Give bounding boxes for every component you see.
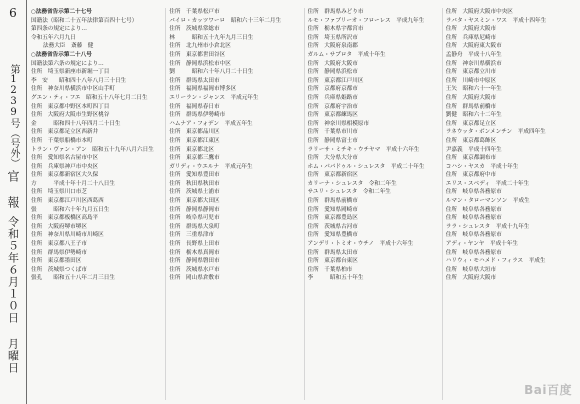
entry-line: 住所 東京都足立区: [445, 120, 497, 127]
entry-line: 住所 愛知県豊田市: [169, 172, 220, 179]
entry-line: 住所 大分県大分市: [307, 155, 358, 162]
entry-line: 住所 大阪府大阪市生野区桃谷: [31, 112, 110, 119]
entry-line: 住所 群馬県みどり市: [307, 9, 364, 15]
header-strip: [0, 0, 27, 404]
entry-line: 住所 茨城県つくば市: [31, 266, 87, 273]
entry-line: 劉健 昭和六十二年生: [445, 112, 502, 119]
entry-line: 住所 静岡県浜松市中区: [169, 60, 231, 67]
entry-line: 住所 群馬県太田市: [169, 77, 220, 84]
entry-line: 住所 栃木県真岡市: [169, 249, 220, 256]
entry-line: コハシ・ヤスカ 平成十年生: [445, 163, 519, 170]
paper-name: 官 報: [6, 170, 20, 208]
entry-line: 住所 愛知県豊橋市: [307, 232, 358, 239]
entry-line: 住所 東京都江戸川区西葛西: [31, 198, 104, 205]
entry-line: 住所 千葉県松戸市: [169, 9, 220, 15]
entry-line: 住所 愛知県岡崎市: [307, 206, 358, 213]
entry-line: バイロ・カッツワーロ 昭和六十三年二月生: [169, 17, 282, 24]
paper-name-row: [0, 170, 26, 208]
entry-line: 張孔 昭和五十八年二月三日生: [31, 275, 115, 282]
entry-line: ガリディ・ウエルナ 平成元年生: [169, 163, 253, 170]
entry-line: 住所 岐阜県各務原市: [445, 189, 502, 196]
entry-line: サユリ・シュレスタ 令和二年生: [307, 189, 391, 196]
entry-line: 住所 東京都練馬区: [307, 112, 358, 119]
entry-line: 第四条の規定により…: [31, 26, 87, 33]
entry-line: トラン・ヴァン・アン 昭和五十九年八月六日生: [31, 146, 154, 153]
page-number-row: [0, 6, 26, 20]
entry-line: 住所 群馬県大泉町: [169, 223, 220, 230]
entry-line: 住所 群馬県前橋市: [307, 198, 358, 205]
entry-line: 住所 茨城県土浦市: [169, 189, 220, 196]
issue-date: 令和５年６月１０日 月曜日: [6, 216, 20, 374]
entry-line: ルマン・タローマンソン 平成生: [445, 198, 530, 205]
entry-line: ラバタ・ヤスミン・ワス 平成十四年生: [445, 17, 547, 24]
text-column: [304, 8, 438, 400]
entry-line: 住所 群馬県太田市: [307, 249, 358, 256]
page-number: 6: [6, 6, 20, 20]
entry-line: ルモ・ファブリーオ・フローレス 平成九年生: [307, 17, 425, 24]
entry-line: 住所 群馬県前橋市: [445, 103, 497, 110]
entry-line: 住所 東京都三鷹市: [169, 155, 220, 162]
entry-line: 住所 北九州市小倉北区: [169, 43, 231, 50]
entry-line: 住所 東京都新宿区大久保: [31, 172, 99, 179]
entry-line: 住所 岐阜県各務原市: [445, 215, 502, 222]
entry-line: 金 昭和四十八年四月二十日生: [31, 120, 121, 127]
entry-line: 住所 栃木県宇都宮市: [307, 26, 364, 33]
issue-row: [0, 64, 26, 128]
entry-line: ラリーサ・ミチキ・ウチヤマ 平成十六年生: [307, 146, 420, 153]
entry-line: 住所 大阪府大阪市: [445, 26, 497, 33]
entry-line: 住所 京都府宇治市: [307, 103, 358, 110]
entry-line: 住所 東京都江戸川区: [307, 77, 364, 84]
entry-line: 国籍法第六条の規定により…: [31, 60, 104, 67]
entry-line: 林 昭和五十九年九月三日生: [169, 34, 254, 41]
entry-line: 住所 秋田県秋田市: [169, 180, 220, 187]
entry-line: 住所 東京都調布市: [445, 155, 497, 162]
entry-line: 住所 茨城県古河市: [307, 223, 358, 230]
entry-line: 住所 千葉県船橋市本町: [31, 137, 93, 144]
entry-line: 住所 東京都足立区西新井: [31, 129, 99, 136]
entry-line: 住所 東京都墨田区: [31, 258, 82, 265]
entry-line: 住所 東京都府中市: [445, 172, 497, 179]
entry-line: カリーナ・シュレスタ 令和二年生: [307, 180, 397, 187]
watermark-logo: Bai百度: [524, 383, 572, 397]
text-column: [165, 8, 299, 400]
entry-line: 住所 東京都八王子市: [31, 241, 87, 248]
entry-line: 住所 茨城県水戸市: [169, 266, 220, 273]
entry-line: 住所 茨城県常総市: [169, 26, 220, 33]
entry-line: 住所 神奈川県横浜市: [445, 60, 502, 67]
entry-line: 住所 埼玉県川口市芝: [31, 189, 87, 196]
entry-line: 住所 千葉県柏市: [307, 266, 353, 273]
entry-line: ハムナア・フォデン 平成五年生: [169, 120, 253, 127]
entry-line: ハリウィ・モハメド・フィラス 平成生: [445, 258, 546, 265]
entry-line: ラネウッタ・ボンメンチン 平成四年生: [445, 129, 546, 136]
text-column: [442, 8, 576, 400]
entry-line: 住所 長野県上田市: [169, 241, 220, 248]
entry-line: 方 平成十年十月二十八日生: [31, 180, 115, 187]
entry-line: 住所 東京都板橋区高島平: [31, 215, 99, 222]
issue-small-row: [0, 128, 26, 168]
entry-line: 住所 岐阜県各務原市: [445, 232, 502, 239]
entry-line: 住所 岐阜県大垣市: [445, 266, 497, 273]
entry-line: 住所 福岡県福岡市博多区: [169, 86, 237, 93]
entry-line: 住所 静岡県浜松市: [307, 69, 358, 76]
entry-line: 住所 大阪府大阪市中央区: [445, 9, 513, 15]
entry-line: 住所 静岡県富士市: [307, 137, 358, 144]
entry-line: 住所 大阪府東大阪市: [445, 43, 502, 50]
entry-line: 劉 昭和六十年八月二十日生: [169, 69, 254, 76]
entry-line: 住所 岐阜県可児市: [169, 215, 220, 222]
entry-line: 住所 東京都北区: [169, 146, 215, 153]
entry-line: 住所 大阪府堺市堺区: [31, 223, 87, 230]
issue-label: 第1239号: [8, 64, 19, 128]
entry-line: 法務大臣 斎藤 健: [43, 43, 94, 50]
entry-line: 住所 静岡県磐田市: [169, 258, 220, 265]
date-row: [0, 216, 26, 374]
entry-line: 住所 東京都世田谷区: [169, 51, 226, 58]
entry-line: 住所 兵庫県尼崎市: [445, 34, 497, 41]
entry-line: ガルム・サプロタ 平成十年生: [307, 51, 386, 58]
entry-line: 住所 埼玉県所沢市: [307, 34, 358, 41]
entry-line: 住所 神奈川県横浜市中区山手町: [31, 86, 115, 93]
entry-line: 住所 大阪府大阪市: [307, 60, 358, 67]
entry-line: 住所 大阪府大阪市: [445, 94, 497, 101]
entry-line: 住所 東京都大田区: [169, 198, 220, 205]
entry-line: 尹嘉義 平成十四年生: [445, 146, 502, 153]
entry-line: 王矢 昭和六十一年生: [445, 86, 502, 93]
issue-small: （号外）: [8, 128, 19, 168]
entry-line: 令和五年六月九日: [31, 34, 76, 41]
entry-line: 住所 東京都葛飾区: [445, 137, 497, 144]
entry-line: 孟静舟 平成十八年生: [445, 51, 502, 58]
entry-line: 住所 埼玉県新座市新堀一丁目: [31, 69, 110, 76]
entry-line: 住所 東京都豊島区: [307, 215, 358, 222]
entry-line: グエン・ティ・フエ 昭和五十八年七月二日生: [31, 94, 148, 101]
entry-line: 住所 川崎市中原区: [445, 77, 497, 84]
entry-line: 住所 三重県津市: [169, 232, 215, 239]
entry-line: 住所 静岡県静岡市: [169, 206, 220, 213]
entry-line: 住所 京都府京都市: [307, 86, 358, 93]
entry-line: 住所 東京都江東区: [169, 137, 220, 144]
entry-line: 住所 群馬県伊勢崎市: [31, 249, 87, 256]
entry-line: 住所 大阪府泉南郡: [307, 43, 358, 50]
entry-line: 住所 東京都品川区: [169, 129, 220, 136]
entry-line: 住所 東京都新宿区: [307, 172, 358, 179]
entry-line: 李 安 昭和四十八年八月三十日生: [31, 77, 127, 84]
entry-line: ホム・パパドゥル・シュレスタ 平成二十年生: [307, 163, 425, 170]
entry-line: アディ・ヤンヤ 平成十年生: [445, 241, 518, 248]
entry-line: エリーラン・ジャンス 平成元年生: [169, 94, 259, 101]
entry-line: 住所 兵庫県神戸市中央区: [31, 163, 99, 170]
entry-line: 住所 岡山県倉敷市: [169, 275, 220, 282]
entry-line: 住所 千葉県市川市: [307, 129, 358, 136]
entry-line: エリス・スベディ 平成二十年生: [445, 180, 530, 187]
entry-line: 張 昭和六十年九月五日生: [31, 206, 110, 213]
entry-line: アンデリ・トミオ・ウチノ 平成十六年生: [307, 241, 414, 248]
text-column: [28, 8, 161, 400]
entry-line: 住所 岐阜県各務原市: [445, 206, 502, 213]
notice-heading: ○法務省告示第二十七号: [31, 9, 92, 15]
entry-line: ララ・シュレスタ 平成十九年生: [445, 223, 530, 230]
entry-line: 住所 岐阜県各務原市: [445, 249, 502, 256]
entry-line: 住所 神奈川県相模原市: [307, 120, 370, 127]
entry-line: 住所 東京都立川市: [445, 69, 497, 76]
notice-heading: ○法務省告示第二十八号: [31, 51, 92, 58]
entry-line: 住所 愛知県名古屋市中区: [31, 155, 99, 162]
entry-line: 住所 東京都台東区: [307, 258, 358, 265]
entry-line: 国籍法（昭和二十五年法律第百四十七号）: [31, 17, 138, 24]
entry-line: 住所 神奈川県川崎市川崎区: [31, 232, 104, 239]
entry-line: 住所 群馬県伊勢崎市: [169, 112, 226, 119]
entry-line: 住所 兵庫県姫路市: [307, 94, 358, 101]
entry-line: 李 昭和五十年生: [307, 275, 364, 282]
content-columns: [28, 8, 576, 400]
entry-line: 住所 福岡県春日市: [169, 103, 220, 110]
entry-line: 住所 大阪府大阪市: [445, 275, 497, 282]
entry-line: 住所 東京都中野区本町四丁目: [31, 103, 110, 110]
